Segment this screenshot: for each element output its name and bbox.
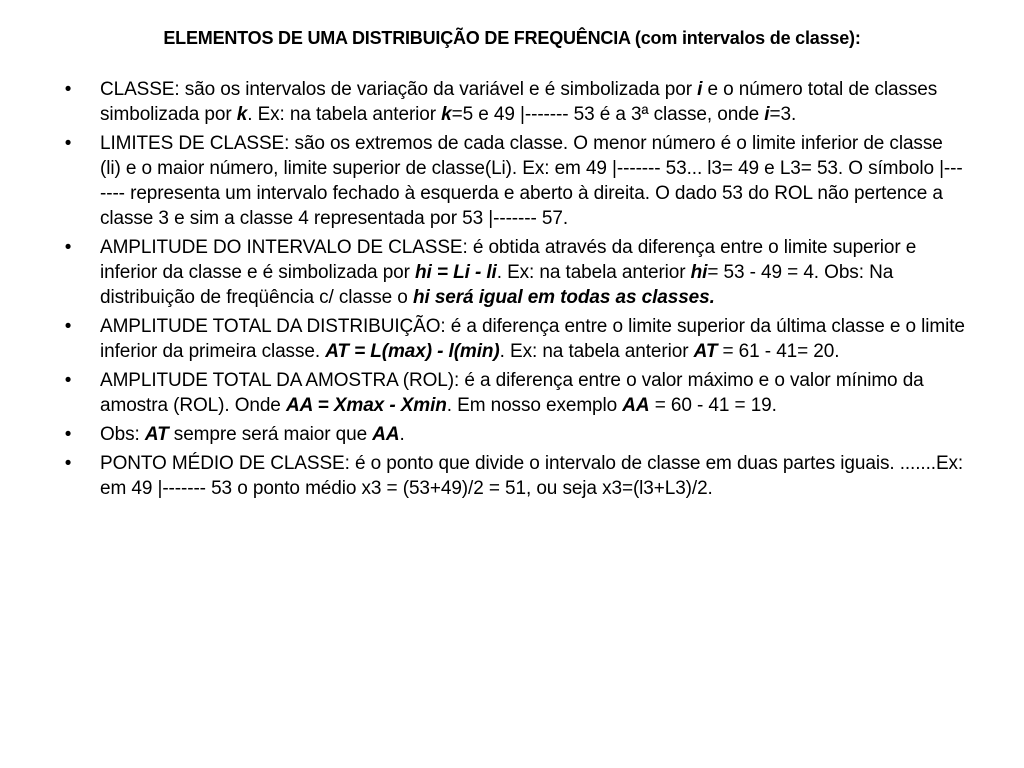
bullet-text (100, 453, 963, 499)
bullet-item-classe (58, 77, 968, 127)
emphasis-segment: AT (144, 424, 169, 445)
text-segment: AMPLITUDE TOTAL DA AMOSTRA (ROL): é a diferença entre o valor máximo e o valor mínimo da amostra (ROL). Onde (100, 370, 924, 416)
emphasis-segment: hi será igual em todas as classes. (412, 287, 715, 308)
text-segment: Obs: (100, 424, 145, 445)
emphasis-segment: k (236, 104, 248, 125)
bullet-text (100, 370, 924, 416)
bullet-dot-icon: • (64, 79, 72, 100)
emphasis-segment: hi = Li - li (415, 262, 497, 283)
bullet-item-amplitude-distribuicao (58, 314, 968, 364)
emphasis-segment: AT = L(max) - l(min) (325, 341, 500, 362)
text-segment: PONTO MÉDIO DE CLASSE: é o ponto que divide o intervalo de classe em duas partes iguais. .......Ex: em 49 |------- 53 o ponto médio x3 = (53+49)/2 = 51, ou seja x3=(l3+L3)/2. (100, 453, 964, 499)
emphasis-segment: AT (693, 341, 718, 362)
bullet-text (100, 316, 965, 362)
text-segment: CLASSE: são os intervalos de variação da variável e é simbolizada por (100, 79, 698, 100)
text-segment: AMPLITUDE TOTAL DA DISTRIBUIÇÃO: é a diferença entre o limite superior da última classe e o limite inferior da primeira classe. (100, 316, 965, 362)
bullet-item-ponto-medio (58, 451, 968, 501)
bullet-item-obs (58, 422, 968, 447)
bullet-list (58, 77, 968, 505)
text-segment: LIMITES DE CLASSE: são os extremos de cada classe. O menor número é o limite inferior de classe (li) e o maior número, limite superior de classe(Li). Ex: em 49 |------- 53... l3= 49 e L3= 53. O símbolo |------- representa um intervalo fechado à esquerda e aberto à direita. O dado 53 do ROL não pertence a classe 3 e sim a classe 4 representada por 53 |------- 57. (100, 133, 963, 229)
text-segment: =3. (769, 104, 797, 125)
text-segment: = 61 - 41= 20. (717, 341, 840, 362)
emphasis-segment: hi (690, 262, 708, 283)
text-segment: . Ex: na tabela anterior (247, 104, 442, 125)
emphasis-segment: i (764, 104, 770, 125)
emphasis-segment: AA = Xmax - Xmin (285, 395, 447, 416)
bullet-dot-icon: • (64, 316, 72, 337)
bullet-item-amplitude-intervalo (58, 235, 968, 310)
emphasis-segment: AA (372, 424, 400, 445)
emphasis-segment: i (697, 79, 703, 100)
text-segment: . (399, 424, 405, 445)
bullet-item-amplitude-amostra (58, 368, 968, 418)
emphasis-segment: AA (622, 395, 650, 416)
text-segment: . Ex: na tabela anterior (496, 262, 691, 283)
bullet-dot-icon: • (64, 453, 72, 474)
bullet-text (100, 79, 937, 125)
text-segment: AMPLITUDE DO INTERVALO DE CLASSE: é obtida através da diferença entre o limite superior e inferior da classe e é simbolizada por (100, 237, 917, 283)
text-segment: =5 e 49 |------- 53 é a 3ª classe, onde (451, 104, 765, 125)
emphasis-segment: k (441, 104, 452, 125)
bullet-text (100, 424, 405, 445)
text-segment: . Em nosso exemplo (446, 395, 623, 416)
text-segment: sempre será maior que (168, 424, 373, 445)
text-segment: . Ex: na tabela anterior (499, 341, 694, 362)
bullet-item-limites (58, 131, 968, 231)
bullet-dot-icon: • (64, 133, 72, 154)
bullet-dot-icon: • (64, 370, 72, 391)
text-segment: e o número total de classes simbolizada por (100, 79, 938, 125)
bullet-text (100, 237, 916, 308)
text-segment: = 60 - 41 = 19. (649, 395, 777, 416)
bullet-dot-icon: • (64, 237, 72, 258)
slide-title: ELEMENTOS DE UMA DISTRIBUIÇÃO DE FREQUÊNCIA (com intervalos de classe): (163, 28, 861, 48)
bullet-dot-icon: • (64, 424, 72, 445)
text-segment: = 53 - 49 = 4. Obs: Na distribuição de freqüência c/ classe o (100, 262, 894, 308)
bullet-text (100, 133, 963, 229)
